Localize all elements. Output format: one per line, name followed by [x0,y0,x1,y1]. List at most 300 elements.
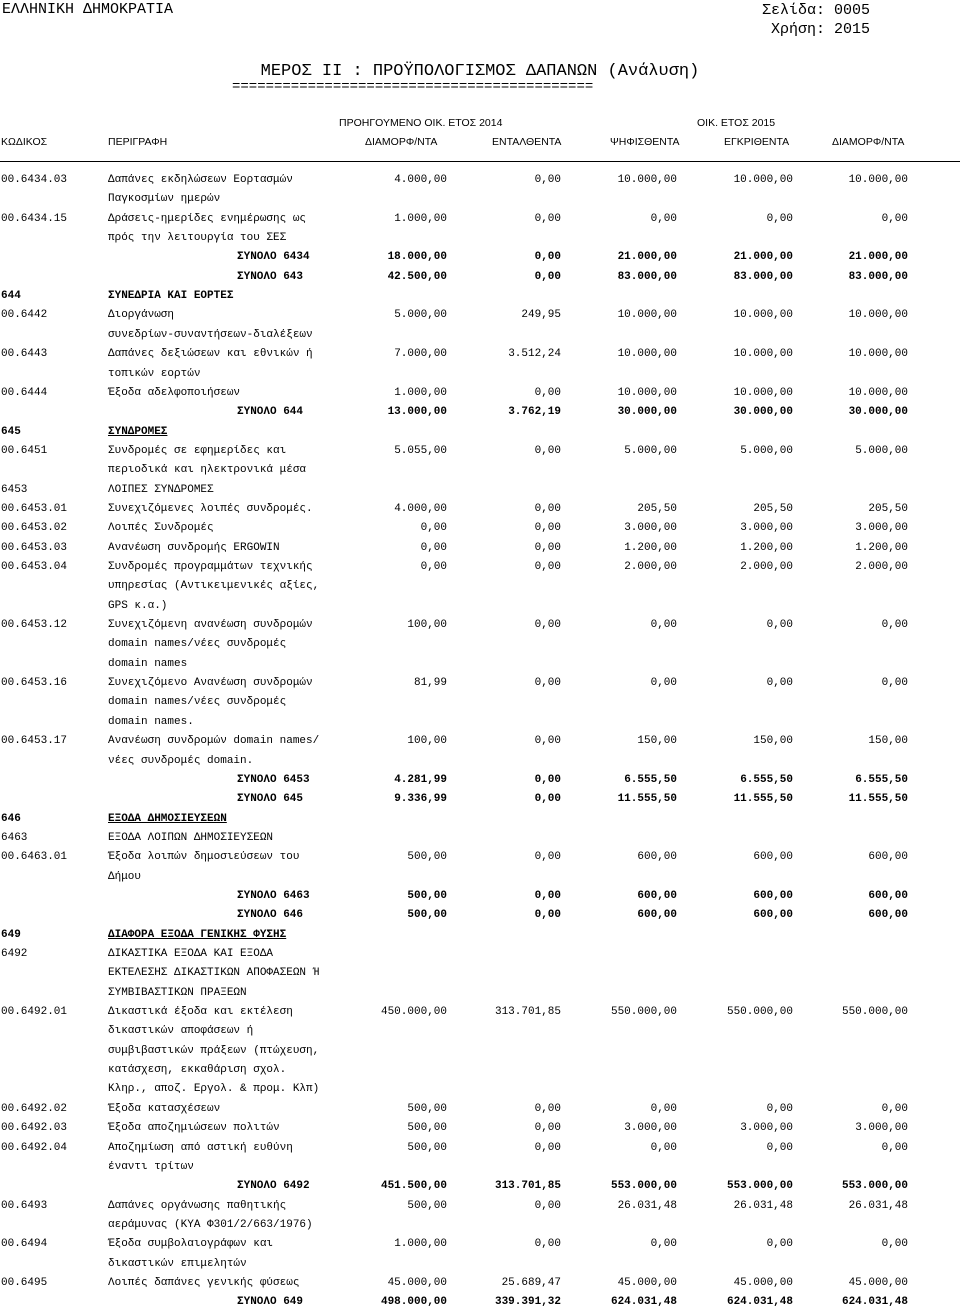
row-description: ΕΞΟΔΑ ΔΗΜΟΣΙΕΥΣΕΩΝ [108,812,227,825]
prev-amended-value: 500,00 [407,1141,447,1154]
prev-amended-value: 7.000,00 [394,348,447,361]
row-description: ΔΙΚΑΣΤΙΚΑ ΕΞΟΔΑ ΚΑΙ ΕΞΟΔΑ [108,948,274,960]
ordered-value: 0,00 [534,909,561,922]
amended-value: 553.000,00 [841,1180,908,1193]
row-description: domain names/νέες συνδρομές [108,696,287,709]
voted-value: 600,00 [637,889,677,902]
row-code: 00.6453.01 [1,502,68,515]
row-description: GPS κ.α.) [108,599,168,612]
row-code: 00.6495 [1,1276,48,1289]
row-code: 644 [1,290,21,303]
prev-amended-value: 4.281,99 [394,773,447,786]
ordered-value: 0,00 [534,1141,561,1154]
approved-value: 10.000,00 [733,309,793,322]
amended-value: 600,00 [868,889,908,902]
amended-value: 600,00 [868,909,908,922]
total-row [0,406,960,425]
amended-value: 10.000,00 [848,386,908,399]
column-header-code: ΚΩΔΙΚΟΣ [1,136,48,148]
voted-value: 600,00 [637,909,677,922]
voted-value: 2.000,00 [624,561,677,573]
amended-value: 624.031,48 [841,1296,908,1309]
table-row [0,484,960,503]
row-description: Λοιπές Συνδρομές [108,522,214,535]
prev-amended-value: 13.000,00 [387,406,447,419]
ordered-value: 0,00 [534,1238,561,1251]
approved-value: 10.000,00 [733,348,793,361]
ordered-value: 0,00 [534,386,561,399]
table-row [0,368,960,387]
total-row [0,909,960,928]
table-row [0,1277,960,1296]
table-row [0,851,960,870]
amended-value: 150,00 [868,735,908,748]
row-description: Δικαστικά έξοδα και εκτέλεση [108,1006,293,1019]
approved-value: 10.000,00 [733,386,793,399]
voted-value: 45.000,00 [617,1276,677,1289]
table-row [0,929,960,948]
ordered-value: 0,00 [534,541,561,554]
row-description: Έξοδα αποζημιώσεων πολιτών [108,1122,280,1135]
row-code: 00.6453.17 [1,735,68,748]
table-row [0,1025,960,1044]
row-description: ΕΞΟΔΑ ΛΟΙΠΩΝ ΔΗΜΟΣΙΕΥΣΕΩΝ [108,831,274,844]
table-row [0,871,960,890]
total-label: ΣΥΝΟΛΟ 6492 [237,1180,310,1193]
total-label: ΣΥΝΟΛΟ 645 [237,793,304,806]
amended-value: 0,00 [881,1238,908,1251]
voted-value: 0,00 [650,212,677,225]
approved-value: 1.200,00 [740,541,793,554]
table-row [0,832,960,851]
voted-value: 0,00 [650,1102,677,1115]
column-header-approved: ΕΓΚΡΙΘΕΝΤΑ [724,136,790,148]
amended-value: 11.555,50 [848,793,908,806]
table-row [0,445,960,464]
table-row [0,1045,960,1064]
row-description: Έξοδα αδελφοποιήσεων [108,386,241,399]
ordered-value: 0,00 [534,174,561,186]
title-rule: =========================================== [232,79,594,95]
total-row [0,1296,960,1315]
row-description: ΔΙΑΦΟΡΑ ΕΞΟΔΑ ΓΕΝΙΚΗΣ ΦΥΣΗΣ [108,928,287,941]
prev-amended-value: 500,00 [407,1122,447,1135]
table-row [0,329,960,348]
total-label: ΣΥΝΟΛΟ 644 [237,406,304,419]
row-code: 6453 [1,483,28,496]
prev-amended-value: 1.000,00 [394,212,447,225]
ordered-value: 313.701,85 [494,1006,561,1019]
table-row [0,1219,960,1238]
approved-value: 0,00 [766,1102,793,1115]
prev-amended-value: 500,00 [407,909,447,922]
total-row [0,890,960,909]
approved-value: 83.000,00 [733,270,793,283]
approved-value: 624.031,48 [726,1296,793,1309]
ordered-value: 3.762,19 [508,406,561,419]
table-row [0,696,960,715]
page-info [762,1,870,39]
prev-amended-value: 18.000,00 [387,251,447,264]
fiscal-year: Χρήση: 2015 [770,21,870,38]
total-row [0,271,960,290]
voted-value: 10.000,00 [617,309,677,322]
approved-value: 0,00 [766,619,793,632]
row-description: Δαπάνες οργάνωσης παθητικής [108,1199,287,1212]
voted-value: 3.000,00 [624,1122,677,1135]
approved-value: 150,00 [753,735,793,748]
amended-value: 30.000,00 [848,406,908,419]
amended-value: 3.000,00 [855,522,908,535]
ordered-value: 0,00 [534,735,561,748]
approved-value: 0,00 [766,1238,793,1251]
amended-value: 83.000,00 [848,270,908,283]
row-code: 00.6453.12 [1,619,68,632]
prev-amended-value: 1.000,00 [394,1238,447,1251]
amended-value: 6.555,50 [855,773,908,786]
prev-amended-value: 5.000,00 [394,309,447,322]
ordered-value: 0,00 [534,889,561,902]
voted-value: 10.000,00 [617,348,677,361]
amended-value: 0,00 [881,619,908,632]
table-row [0,1103,960,1122]
ordered-value: 0,00 [534,251,561,264]
table-row [0,1238,960,1257]
row-description: δικαστικών επιμελητών [108,1257,247,1270]
approved-value: 6.555,50 [740,773,793,786]
row-code: 00.6453.02 [1,522,68,535]
ordered-value: 0,00 [534,502,561,515]
header-divider [0,161,960,162]
table-row [0,1142,960,1161]
prev-amended-value: 4.000,00 [394,502,447,515]
row-description: Δαπάνες δεξιώσεων και εθνικών ή [108,348,313,361]
voted-value: 624.031,48 [610,1296,677,1309]
row-description: Αποζημίωση από αστική ευθύνη [108,1141,293,1154]
table-row [0,542,960,561]
amended-value: 3.000,00 [855,1122,908,1135]
prev-amended-value: 500,00 [407,1199,447,1212]
row-code: 00.6444 [1,386,48,399]
row-code: 6492 [1,948,28,960]
voted-value: 150,00 [637,735,677,748]
amended-value: 1.200,00 [855,541,908,554]
ordered-value: 0,00 [534,851,561,864]
ordered-value: 339.391,32 [494,1296,561,1309]
total-row [0,1180,960,1199]
row-description: ΣΥΝΔΡΟΜΕΣ [108,425,168,438]
total-label: ΣΥΝΟΛΟ 6453 [237,773,310,786]
approved-value: 205,50 [753,502,793,515]
row-description: domain names. [108,715,194,728]
approved-value: 600,00 [753,851,793,864]
row-code: 00.6453.16 [1,677,68,690]
row-description: αεράμυνας (ΚΥΑ Φ301/2/663/1976) [108,1218,313,1231]
table-row [0,426,960,445]
approved-value: 0,00 [766,677,793,690]
page-number: Σελίδα: 0005 [761,2,870,19]
prev-amended-value: 100,00 [407,735,447,748]
approved-value: 600,00 [753,889,793,902]
row-code: 00.6492.03 [1,1122,68,1135]
voted-value: 10.000,00 [617,174,677,186]
row-description: Κληρ., αποζ. Εργολ. & προμ. Κλπ) [108,1083,320,1096]
approved-value: 26.031,48 [733,1199,793,1212]
total-row [0,774,960,793]
table-row [0,580,960,599]
voted-value: 0,00 [650,1238,677,1251]
ordered-value: 313.701,85 [494,1180,561,1193]
prev-amended-value: 45.000,00 [387,1276,447,1289]
amended-value: 26.031,48 [848,1199,908,1212]
row-description: ΣΥΝΕΔΡΙΑ ΚΑΙ ΕΟΡΤΕΣ [108,290,234,303]
voted-value: 1.200,00 [624,541,677,554]
prev-amended-value: 0,00 [420,522,447,535]
ordered-value: 25.689,47 [501,1276,561,1289]
table-row [0,987,960,1006]
table-row [0,464,960,483]
table-row [0,290,960,309]
prev-amended-value: 1.000,00 [394,386,447,399]
voted-value: 600,00 [637,851,677,864]
row-description: ΕΚΤΕΛΕΣΗΣ ΔΙΚΑΣΤΙΚΩΝ ΑΠΟΦΑΣΕΩΝ Ή [108,967,320,980]
approved-value: 21.000,00 [733,251,793,264]
amended-value: 10.000,00 [848,309,908,322]
approved-value: 553.000,00 [726,1180,793,1193]
table-row [0,677,960,696]
table-row [0,1200,960,1219]
row-description: συμβιβαστικών πράξεων (πτώχευση, [108,1044,320,1057]
table-row [0,387,960,406]
column-header-prev-amended: ΔΙΑΜΟΡΦ/ΝΤΑ [365,136,438,148]
voted-value: 10.000,00 [617,386,677,399]
row-description: Συνεχιζόμενες λοιπές συνδρομές. [108,502,313,515]
row-code: 6463 [1,831,28,844]
approved-value: 45.000,00 [733,1276,793,1289]
row-code: 00.6492.01 [1,1006,68,1019]
row-description: Συνδρομές σε εφημερίδες και [108,444,287,457]
voted-value: 26.031,48 [617,1199,677,1212]
total-label: ΣΥΝΟΛΟ 649 [237,1296,304,1309]
voted-value: 30.000,00 [617,406,677,419]
row-description: Συνεχιζόμενο Ανανέωση συνδρομών [108,677,313,690]
row-description: Παγκοσμίων ημερών [108,193,221,206]
row-code: 00.6453.03 [1,541,68,554]
ordered-value: 0,00 [534,773,561,786]
table-row [0,522,960,541]
ordered-value: 0,00 [534,444,561,457]
row-code: 00.6493 [1,1199,48,1212]
row-description: Συνδρομές προγραμμάτων τεχνικής [108,561,313,573]
row-description: έναντι τρίτων [108,1160,194,1173]
row-description: Έξοδα κατασχέσεων [108,1102,221,1115]
row-description: ΛΟΙΠΕΣ ΣΥΝΔΡΟΜΕΣ [108,483,214,496]
row-description: Ανανέωση συνδρομής ERGOWIN [108,541,280,554]
table-row [0,193,960,212]
row-code: 00.6434.03 [1,174,68,186]
approved-value: 2.000,00 [740,561,793,573]
row-description: πρός την λειτουργία του ΣΕΣ [108,232,287,245]
prev-amended-value: 0,00 [420,561,447,573]
row-code: 00.6453.04 [1,561,68,573]
row-description: υπηρεσίας (Αντικειμενικές αξίες, [108,580,320,593]
amended-value: 550.000,00 [841,1006,908,1019]
table-row [0,174,960,193]
amended-value: 10.000,00 [848,348,908,361]
table-row [0,1064,960,1083]
row-description: Δαπάνες εκδηλώσεων Εορτασμών [108,174,293,186]
row-description: Δήμου [108,870,142,883]
row-code: 00.6451 [1,444,48,457]
total-label: ΣΥΝΟΛΟ 646 [237,909,304,922]
ordered-value: 0,00 [534,677,561,690]
amended-value: 205,50 [868,502,908,515]
ordered-value: 0,00 [534,212,561,225]
amended-value: 10.000,00 [848,174,908,186]
table-row [0,1083,960,1102]
row-code: 00.6434.15 [1,212,68,225]
row-description: κατάσχεση, εκκαθάριση σχολ. [108,1064,287,1077]
voted-value: 0,00 [650,619,677,632]
column-header-voted: ΨΗΦΙΣΘΕΝΤΑ [610,136,680,148]
table-row [0,967,960,986]
row-description: Έξοδα λοιπών δημοσιεύσεων του [108,851,300,864]
amended-value: 2.000,00 [855,561,908,573]
amended-value: 600,00 [868,851,908,864]
prev-amended-value: 451.500,00 [380,1180,447,1193]
voted-value: 6.555,50 [624,773,677,786]
row-description: νέες συνδρομές domain. [108,754,254,767]
row-code: 00.6443 [1,348,48,361]
ordered-value: 3.512,24 [508,348,561,361]
voted-value: 3.000,00 [624,522,677,535]
row-description: δικαστικών αποφάσεων ή [108,1025,254,1038]
table-row [0,716,960,735]
row-code: 00.6494 [1,1238,48,1251]
table-row [0,213,960,232]
table-row [0,813,960,832]
table-row [0,1122,960,1141]
total-label: ΣΥΝΟΛΟ 6434 [237,251,310,264]
column-header-amended: ΔΙΑΜΟΡΦ/ΝΤΑ [832,136,905,148]
table-row [0,755,960,774]
row-code: 645 [1,425,21,438]
approved-value: 30.000,00 [733,406,793,419]
ordered-value: 0,00 [534,561,561,573]
table-row [0,658,960,677]
prev-amended-value: 450.000,00 [380,1006,447,1019]
table-row [0,735,960,754]
prev-amended-value: 100,00 [407,619,447,632]
row-description: Συνεχιζόμενη ανανέωση συνδρομών [108,619,313,632]
ordered-value: 0,00 [534,1199,561,1212]
table-row [0,232,960,251]
republic-label: ΕΛΛΗΝΙΚΗ ΔΗΜΟΚΡΑΤΙΑ [2,1,174,18]
row-description: Έξοδα συμβολαιογράφων και [108,1238,274,1251]
row-description: domain names/νέες συνδρομές [108,638,287,651]
approved-value: 600,00 [753,909,793,922]
row-description: συνεδρίων-συναντήσεων-διαλέξεων [108,328,313,341]
amended-value: 5.000,00 [855,444,908,457]
amended-value: 0,00 [881,212,908,225]
voted-value: 0,00 [650,677,677,690]
voted-value: 553.000,00 [610,1180,677,1193]
approved-value: 5.000,00 [740,444,793,457]
table-row [0,638,960,657]
prev-amended-value: 0,00 [420,541,447,554]
row-code: 646 [1,812,21,825]
row-description: τοπικών εορτών [108,367,201,380]
approved-value: 11.555,50 [733,793,793,806]
column-header-description: ΠΕΡΙΓΡΑΦΗ [108,136,168,148]
total-label: ΣΥΝΟΛΟ 643 [237,270,304,283]
row-code: 00.6442 [1,309,48,322]
prev-amended-value: 5.055,00 [394,444,447,457]
voted-value: 5.000,00 [624,444,677,457]
row-description: Διοργάνωση [108,309,175,322]
row-code: 649 [1,928,21,941]
amended-value: 45.000,00 [848,1276,908,1289]
voted-value: 83.000,00 [617,270,677,283]
prev-amended-value: 498.000,00 [380,1296,447,1309]
voted-value: 21.000,00 [617,251,677,264]
prev-amended-value: 81,99 [413,677,447,690]
voted-value: 205,50 [637,502,677,515]
table-row [0,600,960,619]
table-row [0,1006,960,1025]
ordered-value: 0,00 [534,793,561,806]
table-row [0,1258,960,1277]
column-group-current: ΟΙΚ. ΕΤΟΣ 2015 [697,117,776,129]
total-row [0,793,960,812]
row-description: Λοιπές δαπάνες γενικής φύσεως [108,1276,300,1289]
table-row [0,1161,960,1180]
page-title: ΜΕΡΟΣ ΙΙ : ΠΡΟΫΠΟΛΟΓΙΣΜΟΣ ΔΑΠΑΝΩΝ (Ανάλυση) [260,62,700,81]
row-description: ΣΥΜΒΙΒΑΣΤΙΚΩΝ ΠΡΑΞΕΩΝ [108,986,247,999]
row-code: 00.6463.01 [1,851,68,864]
amended-value: 0,00 [881,677,908,690]
voted-value: 0,00 [650,1141,677,1154]
table-row [0,948,960,967]
column-group-previous: ΠΡΟΗΓΟΥΜΕΝΟ ΟΙΚ. ΕΤΟΣ 2014 [339,117,503,129]
ordered-value: 249,95 [521,309,561,322]
ordered-value: 0,00 [534,270,561,283]
approved-value: 10.000,00 [733,174,793,186]
total-label: ΣΥΝΟΛΟ 6463 [237,889,310,902]
total-row [0,251,960,270]
approved-value: 0,00 [766,212,793,225]
row-description: domain names [108,657,188,670]
ordered-value: 0,00 [534,1122,561,1135]
prev-amended-value: 9.336,99 [394,793,447,806]
voted-value: 550.000,00 [610,1006,677,1019]
approved-value: 550.000,00 [726,1006,793,1019]
prev-amended-value: 500,00 [407,851,447,864]
approved-value: 3.000,00 [740,522,793,535]
table-row [0,503,960,522]
prev-amended-value: 4.000,00 [394,174,447,186]
table-row [0,619,960,638]
ordered-value: 0,00 [534,1102,561,1115]
approved-value: 0,00 [766,1141,793,1154]
row-description: Ανανέωση συνδρομών domain names/ [108,735,320,748]
prev-amended-value: 500,00 [407,1102,447,1115]
column-header-ordered: ΕΝΤΑΛΘΕΝΤΑ [492,136,562,148]
table-row [0,309,960,328]
ordered-value: 0,00 [534,522,561,535]
amended-value: 0,00 [881,1141,908,1154]
row-description: περιοδικά και ηλεκτρονικά μέσα [108,464,307,477]
